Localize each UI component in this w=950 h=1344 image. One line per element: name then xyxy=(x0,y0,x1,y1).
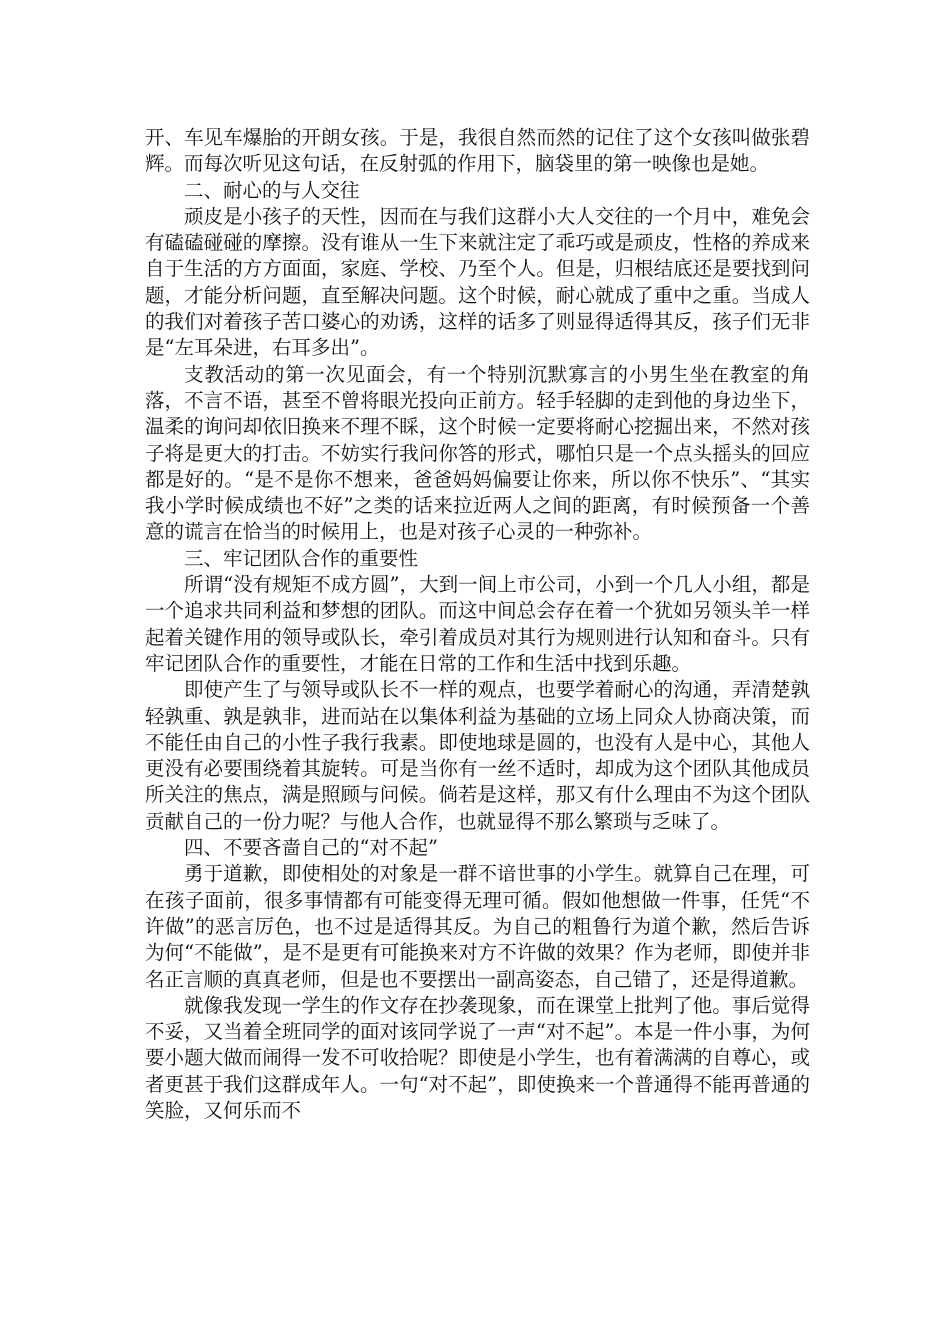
paragraph: 就像我发现一学生的作文存在抄袭现象，而在课堂上批判了他。事后觉得不妥，又当着全班同学的面对该同学说了一声“对不起”。本是一件小事，为何要小题大做而闹得一发不可收拾呢？即使是小学生，也有着满满的自尊心，或者更甚于我们这群成年人。一句“对不起”，即使换来一个普通得不能再普通的笑脸，又何乐而不 xyxy=(145,993,810,1122)
section-heading-4: 四、不要吝啬自己的“对不起” xyxy=(184,836,438,860)
section-heading-3: 三、牢记团队合作的重要性 xyxy=(184,546,419,570)
paragraph: 勇于道歉，即使相处的对象是一群不谙世事的小学生。就算自己在理，可在孩子面前，很多事情都有可能变得无理可循。假如他想做一件事，任凭“不许做”的恶言厉色，也不过是适得其反。为自己的粗鲁行为道个歉，然后告诉为何“不能做”，是不是更有可能换来对方不许做的效果？作为老师，即使并非名正言顺的真真老师，但是也不要摆出一副高姿态，自己错了，还是得道歉。 xyxy=(145,862,810,991)
section-heading-2: 二、耐心的与人交往 xyxy=(184,178,360,202)
paragraph: 支教活动的第一次见面会，有一个特别沉默寡言的小男生坐在教室的角落，不言不语，甚至不曾将眼光投向正前方。轻手轻脚的走到他的身边坐下，温柔的询问却依旧换来不理不睬，这个时候一定要将耐心挖掘出来，不然对孩子将是更大的打击。不妨实行我问你答的形式，哪怕只是一个点头摇头的回应都是好的。“是不是你不想来，爸爸妈妈偏要让你来，所以你不快乐”、“其实我小学时候成绩也不好”之类的话来拉近两人之间的距离，有时候预备一个善意的谎言在恰当的时候用上，也是对孩子心灵的一种弥补。 xyxy=(145,362,810,544)
paragraph: 所谓“没有规矩不成方圆”，大到一间上市公司，小到一个几人小组，都是一个追求共同利益和梦想的团队。而这中间总会存在着一个犹如另领头羊一样起着关键作用的领导或队长，牵引着成员对其行为规则进行认知和奋斗。只有牢记团队合作的重要性，才能在日常的工作和生活中找到乐趣。 xyxy=(145,573,810,675)
paragraph-continuation: 开、车见车爆胎的开朗女孩。于是，我很自然而然的记住了这个女孩叫做张碧辉。而每次听见这句话，在反射弧的作用下，脑袋里的第一映像也是她。 xyxy=(145,126,810,176)
paragraph: 顽皮是小孩子的天性，因而在与我们这群小大人交往的一个月中，难免会有磕磕碰碰的摩擦。没有谁从一生下来就注定了乖巧或是顽皮，性格的养成来自于生活的方方面面，家庭、学校、乃至个人。但是，归根结底还是要找到问题，才能分析问题，直至解决问题。这个时候，耐心就成了重中之重。当成人的我们对着孩子苦口婆心的劝诱，这样的话多了则显得适得其反，孩子们无非是“左耳朵进，右耳多出”。 xyxy=(145,204,810,360)
document-page xyxy=(145,125,810,1124)
paragraph: 即使产生了与领导或队长不一样的观点，也要学着耐心的沟通，弄清楚孰轻孰重、孰是孰非，进而站在以集体利益为基础的立场上同众人协商决策，而不能任由自己的小性子我行我素。即使地球是圆的，也没有人是中心，其他人更没有必要围绕着其旋转。可是当你有一丝不适时，却成为这个团队其他成员所关注的焦点，满是照顾与问候。倘若是这样，那又有什么理由不为这个团队贡献自己的一份力呢？与他人合作，也就显得不那么繁琐与乏味了。 xyxy=(145,678,810,833)
